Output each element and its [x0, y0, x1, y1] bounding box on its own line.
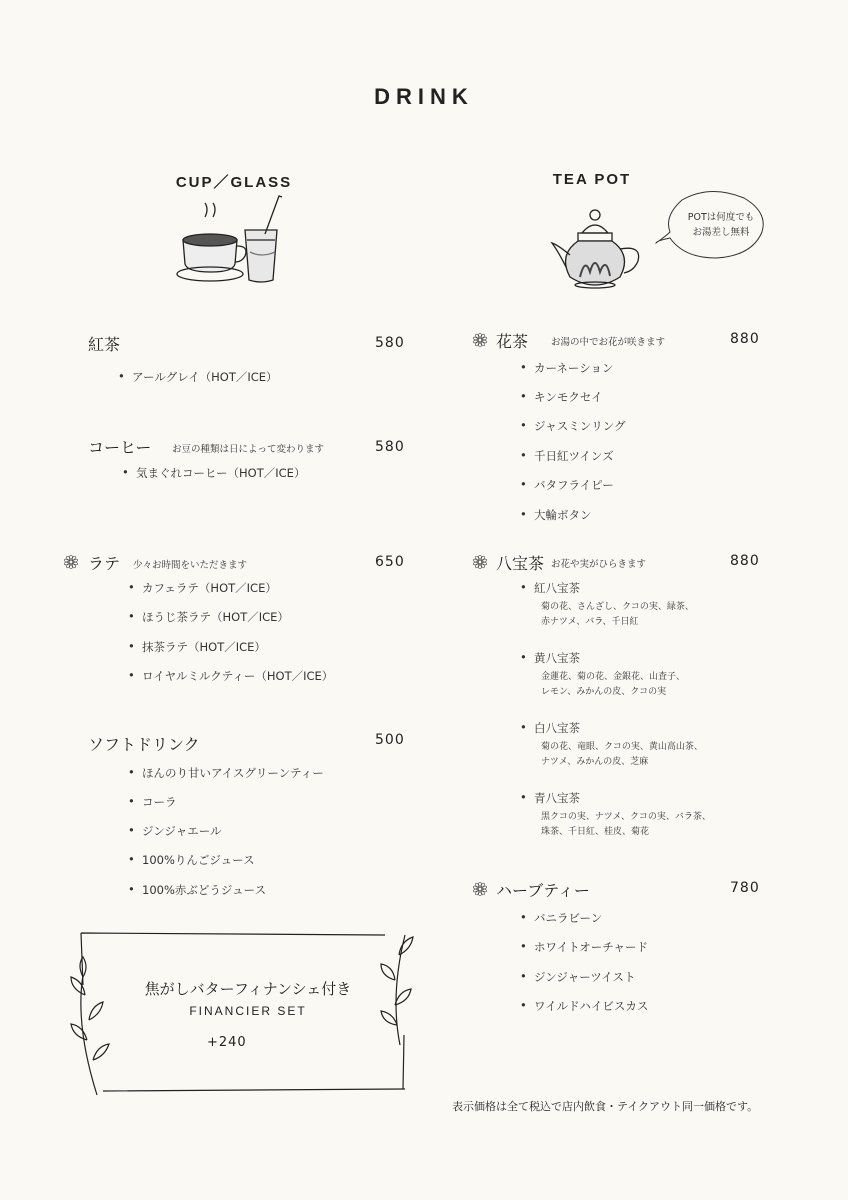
- list-item: • ほんのり甘いアイスグリーンティー: [142, 765, 324, 781]
- list-item: • 青八宝茶: [534, 790, 580, 806]
- item-ingredients: 菊の花、竜眼、クコの実、黄山高山茶、: [541, 742, 703, 752]
- list-item: • カフェラテ（HOT／ICE）: [142, 580, 277, 596]
- list-item: • コーラ: [142, 794, 177, 810]
- item-ingredients: 金蓮花、菊の花、金銀花、山査子、: [541, 672, 686, 682]
- category-price: 500: [375, 732, 405, 748]
- list-item: • バタフライピー: [534, 477, 614, 493]
- item-ingredients: 菊の花、さんざし、クコの実、緑茶、: [541, 602, 694, 612]
- item-ingredients: 赤ナツメ、バラ、千日紅: [541, 617, 639, 627]
- list-item: • 抹茶ラテ（HOT／ICE）: [142, 639, 266, 655]
- flower-icon: [473, 333, 487, 347]
- category-name: ラテ: [88, 554, 121, 573]
- financier-price: +240: [207, 1035, 247, 1050]
- list-item: • 黄八宝茶: [534, 650, 580, 666]
- teapot-illustration: [550, 205, 650, 295]
- list-item: • ワイルドハイビスカス: [534, 998, 648, 1014]
- category-name: ハーブティー: [496, 881, 590, 900]
- flower-icon: [473, 555, 487, 569]
- list-item: • アールグレイ（HOT／ICE）: [132, 369, 278, 385]
- cup-glass-heading: CUP／GLASS: [175, 174, 293, 191]
- category-name: コーヒー: [88, 438, 152, 457]
- tea-pot-heading: TEA POT: [552, 171, 632, 188]
- category-note: お豆の種類は日によって変わります: [172, 444, 325, 455]
- item-ingredients: 珠茶、千日紅、桂皮、菊花: [541, 827, 650, 837]
- list-item: • キンモクセイ: [534, 389, 603, 405]
- category-price: 880: [730, 331, 760, 347]
- list-item: • ジャスミンリング: [534, 418, 626, 434]
- category-name: 紅茶: [88, 335, 121, 354]
- list-item: • 100%りんごジュース: [142, 852, 255, 868]
- coffee-cup-and-glass-illustration: [175, 192, 300, 287]
- category-price: 580: [375, 335, 405, 351]
- list-item: • ロイヤルミルクティー（HOT／ICE）: [142, 668, 333, 684]
- category-price: 780: [730, 880, 760, 896]
- list-item: • バニラビーン: [534, 910, 602, 926]
- flower-icon: [64, 555, 78, 569]
- bubble-text: [676, 210, 766, 240]
- financier-subtitle: FINANCIER SET: [189, 1004, 307, 1018]
- list-item: • 白八宝茶: [534, 720, 580, 736]
- flower-icon: [473, 882, 487, 896]
- category-note: 少々お時間をいただきます: [133, 560, 248, 571]
- category-name: 八宝茶: [496, 554, 545, 573]
- category-name: ソフトドリンク: [88, 735, 200, 754]
- list-item: • ジンジャーツイスト: [534, 969, 636, 985]
- bubble-line: POTは何度でも: [687, 212, 755, 223]
- category-note: お湯の中でお花が咲きます: [551, 337, 666, 348]
- list-item: • 紅八宝茶: [534, 580, 580, 596]
- page-title: DRINK: [374, 84, 474, 109]
- item-ingredients: ナツメ、みかんの皮、芝麻: [541, 757, 649, 767]
- item-ingredients: レモン、みかんの皮、クコの実: [541, 687, 667, 697]
- category-name: 花茶: [496, 332, 529, 351]
- category-price: 650: [375, 554, 405, 570]
- footer-note: 表示価格は全て税込で店内飲食・テイクアウト同一価格です。: [452, 1100, 759, 1113]
- list-item: • ジンジャエール: [142, 823, 221, 839]
- list-item: • 100%赤ぶどうジュース: [142, 882, 266, 898]
- bubble-line: お湯差し無料: [692, 227, 750, 238]
- category-price: 880: [730, 553, 760, 569]
- list-item: • 千日紅ツインズ: [534, 448, 614, 464]
- financier-title: 焦がしバターフィナンシェ付き: [144, 980, 352, 998]
- list-item: • ほうじ茶ラテ（HOT／ICE）: [142, 609, 289, 625]
- item-ingredients: 黒クコの実、ナツメ、クコの実、バラ茶、: [541, 812, 711, 822]
- list-item: • カーネーション: [534, 360, 613, 376]
- list-item: • 大輪ボタン: [534, 507, 592, 523]
- list-item: • 気まぐれコーヒー（HOT／ICE）: [136, 465, 305, 481]
- list-item: • ホワイトオーチャード: [534, 939, 648, 955]
- category-price: 580: [375, 439, 405, 455]
- category-note: お花や実がひらきます: [551, 559, 647, 570]
